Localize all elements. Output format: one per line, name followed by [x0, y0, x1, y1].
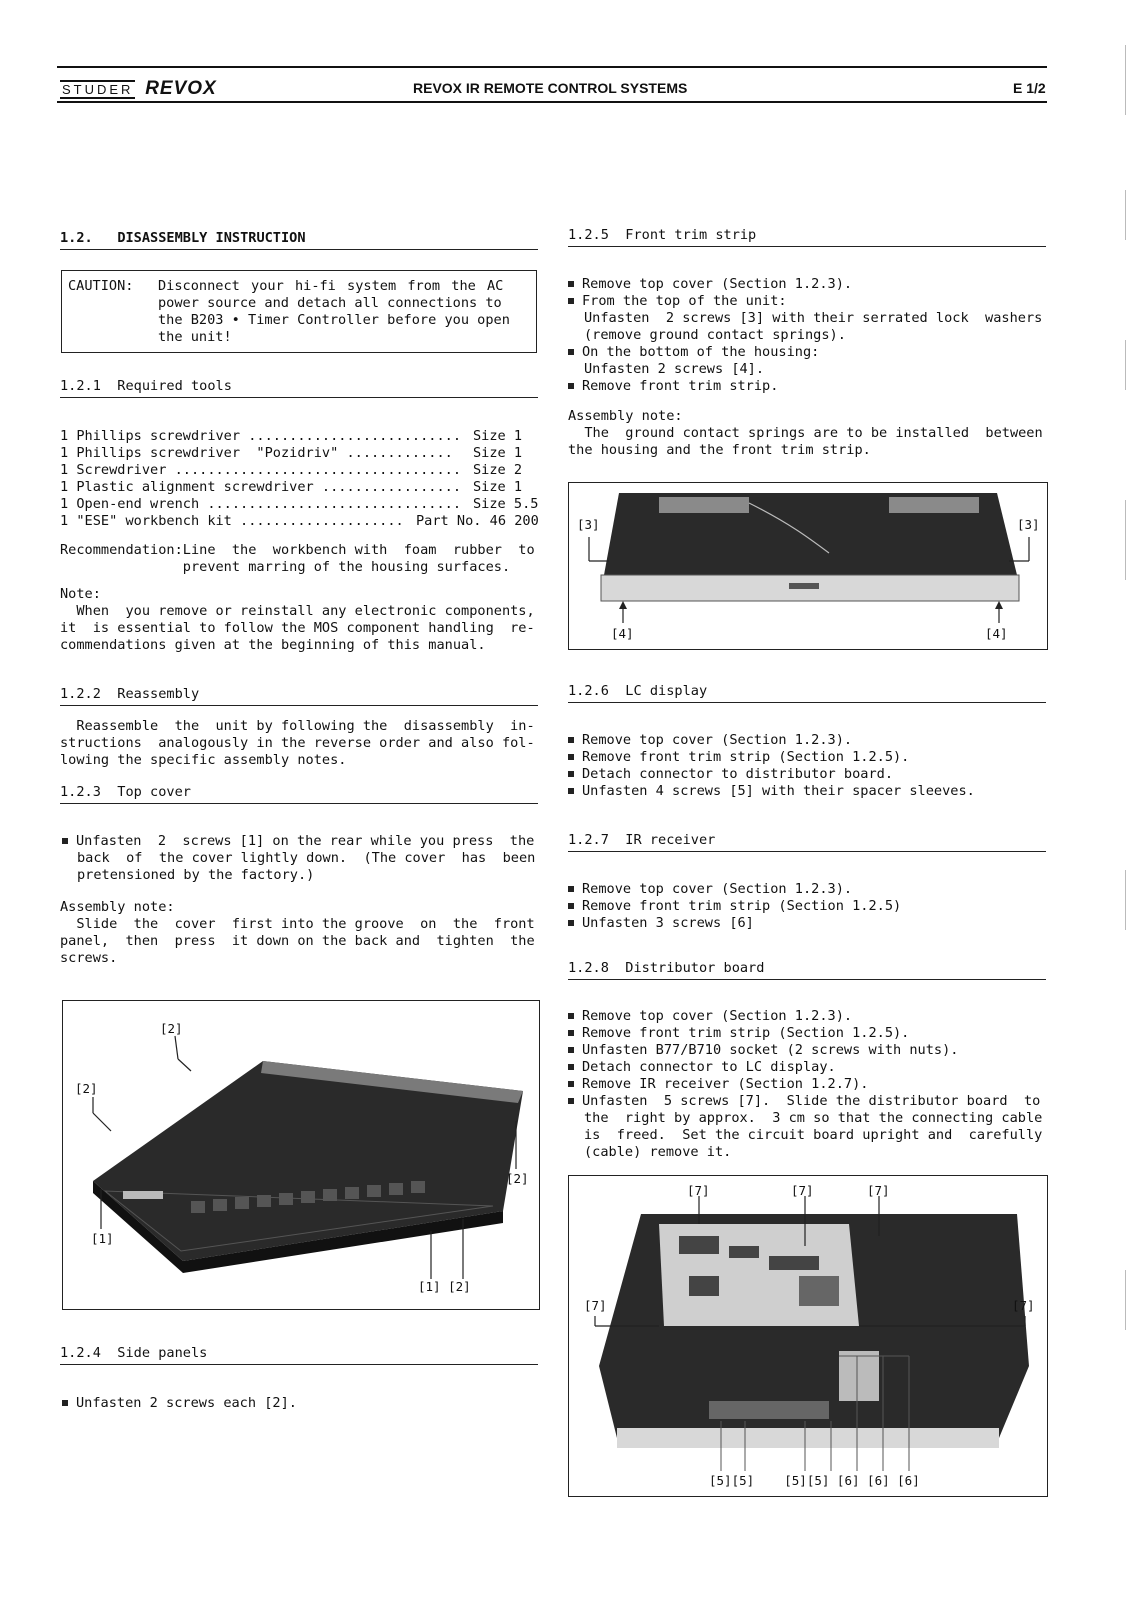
section-1-2-heading: 1.2. DISASSEMBLY INSTRUCTION — [60, 230, 538, 250]
fig3-label: [7] — [584, 1298, 607, 1313]
note-line: commendations given at the beginning of this manual. — [60, 637, 486, 653]
distributor-board-figure — [568, 1175, 1048, 1497]
assembly-note-label: Assembly note: — [60, 899, 175, 915]
fig2-label: [3] — [1017, 517, 1040, 532]
binder-mark — [1125, 870, 1126, 930]
fig3-label: [5][5] [5][5] [6] [6] [6] — [709, 1473, 920, 1488]
fig1-label: [2] — [75, 1081, 98, 1096]
assembly-note-line: Slide the cover first into the groove on the front — [60, 916, 535, 932]
dist-bullet: Remove IR receiver (Section 1.2.7). — [568, 1076, 868, 1093]
tool-size: Size 5.5 — [473, 496, 539, 512]
dist-line: the right by approx. 3 cm so that the connecting cable — [584, 1110, 1043, 1126]
fig3-label: [7] — [867, 1183, 890, 1198]
dist-bullet: Unfasten 5 screws [7]. Slide the distributor board to — [568, 1093, 1040, 1110]
tool-size: Size 1 — [473, 445, 523, 461]
assembly-note-line: screws. — [60, 950, 118, 966]
ir-bullet: Remove top cover (Section 1.2.3). — [568, 881, 852, 898]
revox-logo: REVOX — [145, 78, 217, 99]
fig1-label: [1] [2] — [418, 1279, 471, 1294]
bullet-icon — [568, 298, 574, 304]
front-trim-figure — [568, 482, 1048, 650]
topcover-line: back of the cover lightly down. (The cover has been — [77, 850, 536, 866]
section-1-2-3-heading: 1.2.3 Top cover — [60, 784, 538, 804]
lc-bullet: Unfasten 4 screws [5] with their spacer sleeves. — [568, 783, 975, 800]
reassembly-line: Reassemble the unit by following the disassembly in- — [60, 718, 535, 734]
unit-photo — [63, 1001, 539, 1309]
reassembly-line: lowing the specific assembly notes. — [60, 752, 347, 768]
section-1-2-4-heading: 1.2.4 Side panels — [60, 1345, 538, 1365]
fig3-label: [7] — [1012, 1298, 1035, 1313]
binder-mark — [1125, 45, 1126, 115]
caution-line: power source and detach all connections to — [158, 295, 502, 311]
recommendation-line: prevent marring of the housing surfaces. — [60, 559, 511, 575]
fig1-label: [2] — [506, 1171, 529, 1186]
tool-row: 1 "ESE" workbench kit .................... — [60, 513, 404, 529]
fig2-label: [4] — [611, 626, 634, 641]
trim-line: (remove ground contact springs). — [584, 327, 846, 343]
board-photo — [569, 1176, 1047, 1496]
bullet-icon — [568, 788, 574, 794]
bullet-icon — [568, 903, 574, 909]
header-rule — [57, 66, 1047, 68]
fig1-label: [1] — [91, 1231, 114, 1246]
tool-row: 1 Screwdriver ................................... — [60, 462, 462, 478]
dist-bullet: Remove front trim strip (Section 1.2.5). — [568, 1025, 909, 1042]
ir-bullet: Remove front trim strip (Section 1.2.5) — [568, 898, 901, 915]
trim-line: Unfasten 2 screws [4]. — [584, 361, 765, 377]
caution-line: the B203 • Timer Controller before you open — [158, 312, 510, 328]
assembly-note-line: panel, then press it down on the back and tighten the — [60, 933, 535, 949]
bullet-icon — [568, 383, 574, 389]
dist-line: is freed. Set the circuit board upright and carefully — [584, 1127, 1043, 1143]
tool-size: Size 1 — [473, 428, 523, 444]
page-number: E 1/2 — [1013, 80, 1046, 96]
bullet-icon — [568, 754, 574, 760]
tool-row: 1 Phillips screwdriver "Pozidriv" ............. — [60, 445, 453, 461]
header-title: REVOX IR REMOTE CONTROL SYSTEMS — [413, 80, 688, 96]
ir-bullet: Unfasten 3 screws [6] — [568, 915, 754, 932]
tool-size: Size 1 — [473, 479, 523, 495]
bullet-icon — [568, 1030, 574, 1036]
bullet-icon — [568, 1013, 574, 1019]
tool-row: 1 Plastic alignment screwdriver ................. — [60, 479, 462, 495]
binder-mark — [1125, 1270, 1126, 1330]
bullet-icon — [568, 1064, 574, 1070]
trim-bullet: From the top of the unit: — [568, 293, 787, 310]
bullet-icon — [568, 737, 574, 743]
section-1-2-7-heading: 1.2.7 IR receiver — [568, 832, 1046, 852]
section-1-2-8-heading: 1.2.8 Distributor board — [568, 960, 1046, 980]
dist-bullet: Detach connector to LC display. — [568, 1059, 836, 1076]
binder-mark — [1125, 500, 1126, 580]
fig2-label: [4] — [985, 626, 1008, 641]
reassembly-line: structions analogously in the reverse order and also fol- — [60, 735, 535, 751]
tool-size: Size 2 — [473, 462, 523, 478]
tool-size: Part No. 46 200 — [416, 513, 539, 529]
bullet-icon — [62, 838, 68, 844]
section-1-2-5-heading: 1.2.5 Front trim strip — [568, 227, 1046, 247]
bullet-icon — [568, 920, 574, 926]
top-cover-figure — [62, 1000, 540, 1310]
header-rule-bottom — [57, 101, 1047, 103]
note-line: When you remove or reinstall any electronic components, — [60, 603, 535, 619]
bullet-icon — [568, 886, 574, 892]
lc-bullet: Remove front trim strip (Section 1.2.5). — [568, 749, 909, 766]
trim-line: Unfasten 2 screws [3] with their serrated lock washers — [584, 310, 1043, 326]
bullet-icon — [568, 1047, 574, 1053]
studer-logo: STUDER — [62, 82, 134, 97]
note-label: Note: — [60, 586, 101, 602]
section-1-2-1-heading: 1.2.1 Required tools — [60, 378, 538, 398]
fig2-label: [3] — [577, 517, 600, 532]
bullet-icon — [568, 1081, 574, 1087]
bullet-icon — [62, 1400, 68, 1406]
bullet-icon — [568, 349, 574, 355]
dist-line: (cable) remove it. — [584, 1144, 732, 1160]
caution-line: the unit! — [158, 329, 232, 345]
sidepanels-bullet: Unfasten 2 screws each [2]. — [62, 1395, 297, 1412]
fig3-label: [7] — [791, 1183, 814, 1198]
trim-bullet: On the bottom of the housing: — [568, 344, 819, 361]
tool-row: 1 Open-end wrench ............................... — [60, 496, 462, 512]
lc-bullet: Detach connector to distributor board. — [568, 766, 893, 783]
trim-bullet: Remove front trim strip. — [568, 378, 778, 395]
dist-bullet: Unfasten B77/B710 socket (2 screws with nuts). — [568, 1042, 958, 1059]
trim-assembly-line: The ground contact springs are to be installed between — [568, 425, 1043, 441]
fig3-label: [7] — [687, 1183, 710, 1198]
trim-bullet: Remove top cover (Section 1.2.3). — [568, 276, 852, 293]
topcover-line: pretensioned by the factory.) — [77, 867, 315, 883]
fig1-label: [2] — [160, 1021, 183, 1036]
tool-row: 1 Phillips screwdriver .......................... — [60, 428, 462, 444]
section-1-2-6-heading: 1.2.6 LC display — [568, 683, 1046, 703]
studer-revox-logo — [60, 78, 217, 100]
caution-box — [61, 270, 537, 353]
binder-mark — [1125, 190, 1126, 240]
bullet-icon — [568, 771, 574, 777]
bullet-icon — [568, 1098, 574, 1104]
note-line: it is essential to follow the MOS component handling re- — [60, 620, 535, 636]
caution-line: Disconnect your hi-fi system from the AC — [158, 278, 504, 294]
topcover-bullet: Unfasten 2 screws [1] on the rear while you press the — [62, 833, 534, 850]
trim-photo — [569, 483, 1047, 649]
trim-assembly-label: Assembly note: — [568, 408, 683, 424]
lc-bullet: Remove top cover (Section 1.2.3). — [568, 732, 852, 749]
binder-mark — [1125, 340, 1126, 390]
trim-assembly-line: the housing and the front trim strip. — [568, 442, 871, 458]
bullet-icon — [568, 281, 574, 287]
caution-label: CAUTION: — [68, 278, 134, 294]
dist-bullet: Remove top cover (Section 1.2.3). — [568, 1008, 852, 1025]
recommendation-line: Recommendation:Line the workbench with foam rubber to — [60, 542, 535, 558]
section-1-2-2-heading: 1.2.2 Reassembly — [60, 686, 538, 706]
